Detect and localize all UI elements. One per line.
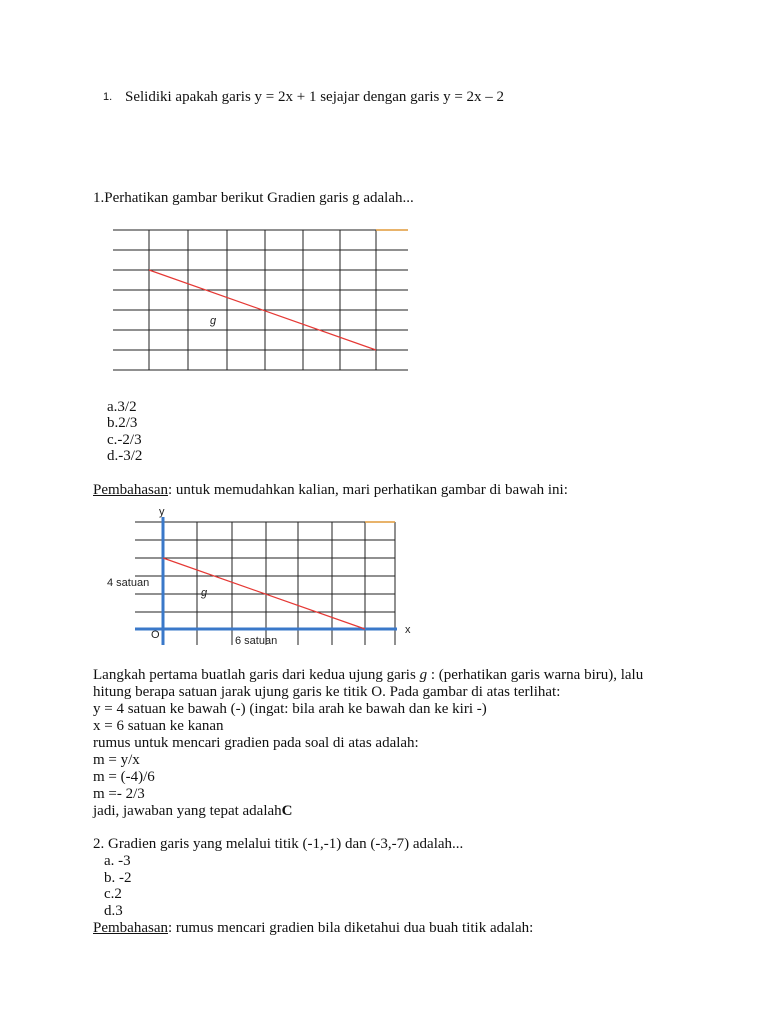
origin-label: O	[151, 629, 160, 641]
step-g: g	[419, 667, 428, 683]
y-axis-label: y	[159, 506, 165, 518]
question-prompt: 1.Perhatikan gambar berikut Gradien garis g adalah...	[93, 190, 414, 206]
option-c: c.-2/3	[107, 432, 142, 448]
option-b: b.2/3	[107, 415, 138, 431]
explanation-line: y = 4 satuan ke bawah (-) (ingat: bila arah ke bawah dan ke kiri -)	[93, 701, 487, 717]
grid-lines	[113, 230, 408, 370]
explanation-line: rumus untuk mencari gradien pada soal di atas adalah:	[93, 735, 419, 751]
horizontal-distance-label: 6 satuan	[235, 635, 278, 647]
pembahasan-label: Pembahasan	[93, 482, 168, 498]
grid-lines-2	[135, 522, 395, 645]
step-text-pre: Langkah pertama buatlah garis dari kedua ujung garis	[93, 667, 420, 683]
grid-figure-2	[105, 505, 425, 650]
explanation-line: m = y/x	[93, 752, 140, 768]
question-prompt-2: 2. Gradien garis yang melalui titik (-1,-1) dan (-3,-7) adalah...	[93, 836, 464, 852]
x-axis-label: x	[405, 624, 411, 636]
answer-text: jadi, jawaban yang tepat adalah	[93, 803, 282, 819]
explanation-line: m = (-4)/6	[93, 769, 155, 785]
step-text-post: : (perhatikan garis warna biru), lalu	[427, 667, 644, 683]
line-g-2-label: g	[201, 587, 208, 599]
option-a: a. -3	[104, 853, 131, 869]
question-number: 1.	[103, 91, 113, 103]
answer-letter: C	[281, 803, 293, 819]
line-g-label: g	[210, 315, 217, 327]
explanation-line: x = 6 satuan ke kanan	[93, 718, 224, 734]
option-d: d.3	[104, 903, 123, 919]
pembahasan-label: Pembahasan	[93, 920, 168, 936]
option-a: a.3/2	[107, 399, 137, 415]
answer-line	[93, 803, 293, 820]
explanation-line: m =- 2/3	[93, 786, 145, 802]
option-b: b. -2	[104, 870, 132, 886]
explanation-line: hitung berapa satuan jarak ujung garis ke titik O. Pada gambar di atas terlihat:	[93, 684, 561, 700]
vertical-distance-label: 4 satuan	[107, 577, 150, 589]
pembahasan-intro	[93, 482, 568, 499]
grid-figure-1	[113, 228, 413, 373]
option-d: d.-3/2	[107, 448, 143, 464]
step-line	[93, 667, 643, 684]
pembahasan-text: : rumus mencari gradien bila diketahui dua buah titik adalah:	[167, 920, 534, 936]
option-c: c.2	[104, 886, 122, 902]
pembahasan-text: : untuk memudahkan kalian, mari perhatikan gambar di bawah ini:	[167, 482, 568, 498]
pembahasan-2	[93, 920, 533, 937]
question-text: Selidiki apakah garis y = 2x + 1 sejajar dengan garis y = 2x – 2	[125, 89, 505, 105]
